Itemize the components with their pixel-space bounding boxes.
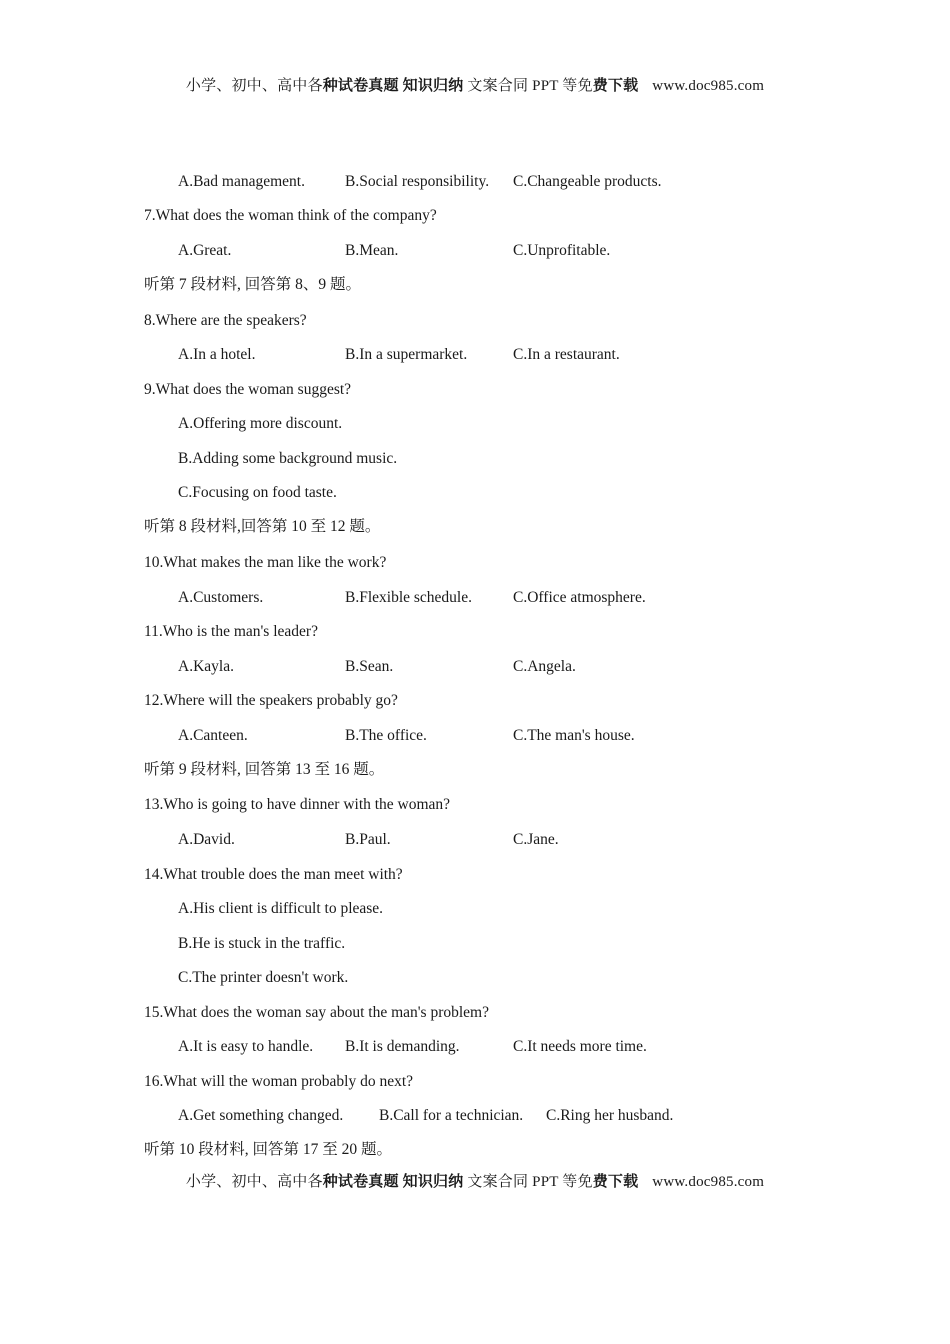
q10-option-a: A.Customers. [178,589,264,606]
q10-option-b: B.Flexible schedule. [345,589,472,606]
section-heading: 听第 7 段材料, 回答第 8、9 题。 [144,276,362,293]
q14-question: 14.What trouble does the man meet with? [144,866,403,883]
q9-option-a: A.Offering more discount. [178,415,343,432]
banner-text: 小学、初中、高中各 [185,78,323,94]
q15-option-c: C.It needs more time. [513,1038,647,1055]
q14-option-c: C.The printer doesn't work. [178,969,349,986]
banner-text-bold: 费下载 [592,1174,639,1190]
q7-question: 7.What does the woman think of the company? [144,207,437,224]
q8-option-c: C.In a restaurant. [513,346,620,363]
q16-option-c: C.Ring her husband. [546,1107,674,1124]
banner-text-bold: 费下载 [592,78,639,94]
q6-option-c: C.Changeable products. [513,173,662,190]
header-banner [0,74,950,95]
q16-option-b: B.Call for a technician. [379,1107,524,1124]
q15-question: 15.What does the woman say about the man's problem? [144,1004,489,1021]
q11-question: 11.Who is the man's leader? [144,623,318,640]
section-heading: 听第 10 段材料, 回答第 17 至 20 题。 [144,1141,393,1158]
q12-option-b: B.The office. [345,727,427,744]
q9-option-c: C.Focusing on food taste. [178,484,337,501]
q13-option-a: A.David. [178,831,235,848]
q10-option-c: C.Office atmosphere. [513,589,646,606]
q14-option-a: A.His client is difficult to please. [178,900,384,917]
banner-text: 文案合同 PPT 等免 [467,1174,593,1190]
q12-question: 12.Where will the speakers probably go? [144,692,398,709]
q8-option-b: B.In a supermarket. [345,346,468,363]
banner-url[interactable]: www.doc985.com [652,78,765,94]
q9-question: 9.What does the woman suggest? [144,381,352,398]
q6-option-a: A.Bad management. [178,173,305,190]
q10-question: 10.What makes the man like the work? [144,554,387,571]
q16-question: 16.What will the woman probably do next? [144,1073,414,1090]
q12-option-a: A.Canteen. [178,727,248,744]
q15-option-a: A.It is easy to handle. [178,1038,314,1055]
q11-option-c: C.Angela. [513,658,576,675]
q14-option-b: B.He is stuck in the traffic. [178,935,346,952]
q11-option-b: B.Sean. [345,658,394,675]
q8-option-a: A.In a hotel. [178,346,256,363]
q8-question: 8.Where are the speakers? [144,312,307,329]
banner-text: 小学、初中、高中各 [185,1174,323,1190]
q16-option-a: A.Get something changed. [178,1107,344,1124]
q9-option-b: B.Adding some background music. [178,450,398,467]
banner-text-bold: 种试卷真题 知识归纳 [322,78,464,94]
q7-option-a: A.Great. [178,242,232,259]
q7-option-c: C.Unprofitable. [513,242,611,259]
q13-question: 13.Who is going to have dinner with the woman? [144,796,451,813]
q13-option-c: C.Jane. [513,831,559,848]
q7-option-b: B.Mean. [345,242,399,259]
banner-url[interactable]: www.doc985.com [652,1174,765,1190]
q15-option-b: B.It is demanding. [345,1038,460,1055]
q12-option-c: C.The man's house. [513,727,635,744]
banner-text: 文案合同 PPT 等免 [467,78,593,94]
q6-option-b: B.Social responsibility. [345,173,490,190]
section-heading: 听第 9 段材料, 回答第 13 至 16 题。 [144,761,385,778]
section-heading: 听第 8 段材料,回答第 10 至 12 题。 [144,518,381,535]
q11-option-a: A.Kayla. [178,658,234,675]
banner-text-bold: 种试卷真题 知识归纳 [322,1174,464,1190]
q13-option-b: B.Paul. [345,831,391,848]
footer-banner [0,1170,950,1191]
